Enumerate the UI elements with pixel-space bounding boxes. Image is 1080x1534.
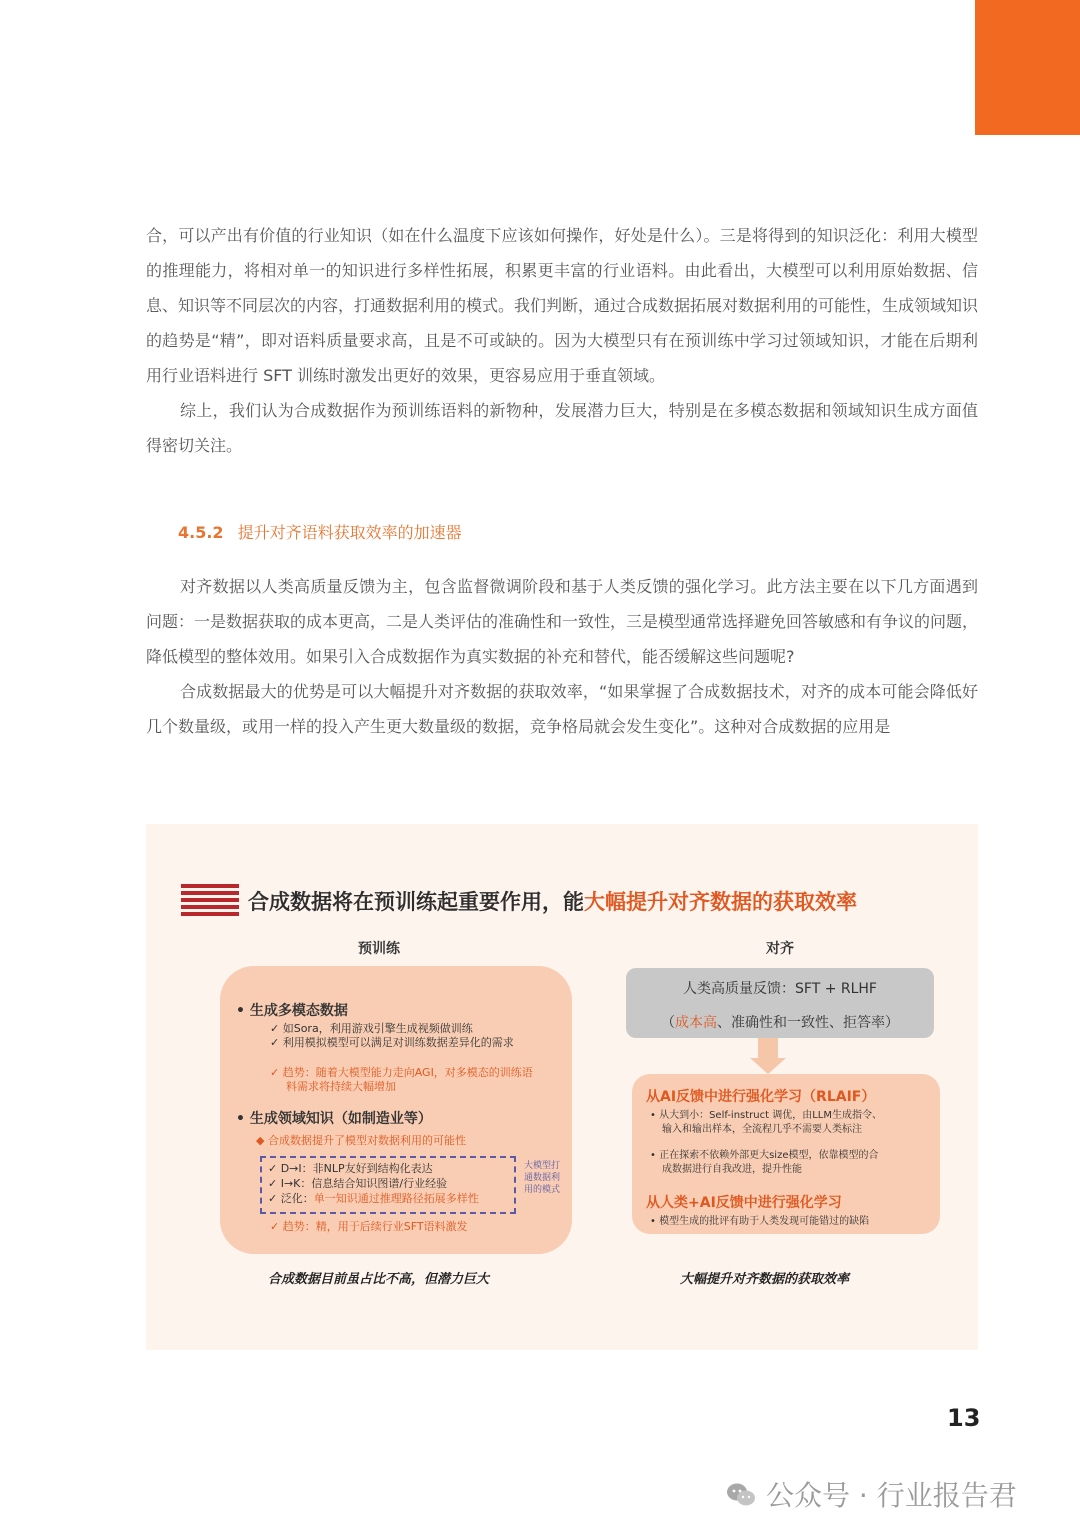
domain-step-2: ✓ I→K：信息结合知识图谱/行业经验 bbox=[268, 1177, 448, 1190]
multimodal-item-1: ✓ 如Sora，利用游戏引擎生成视频做训练 bbox=[270, 1022, 473, 1035]
domain-trend: ✓ 趋势：精，用于后续行业SFT语料激发 bbox=[270, 1220, 468, 1233]
section-heading bbox=[178, 520, 462, 543]
section-title: 提升对齐语料获取效率的加速器 bbox=[237, 523, 462, 542]
corner-accent-block bbox=[975, 0, 1080, 135]
bullet-domain-knowledge: • 生成领域知识（如制造业等） bbox=[236, 1111, 432, 1127]
title-stripes-icon bbox=[181, 884, 239, 918]
pretrain-header: 预训练 bbox=[358, 941, 400, 957]
page-number: 13 bbox=[947, 1404, 981, 1432]
domain-step-1: ✓ D→I：非NLP友好到结构化表达 bbox=[268, 1162, 433, 1175]
multimodal-trend-1: ✓ 趋势：随着大模型能力走向AGI，对多模态的训练语 bbox=[270, 1066, 533, 1079]
body-text-top bbox=[146, 218, 978, 463]
rlaif-point-2b: 成数据进行自我改进，提升性能 bbox=[662, 1164, 802, 1175]
multimodal-trend-2: 料需求将持续大幅增加 bbox=[286, 1080, 396, 1093]
human-feedback-box bbox=[626, 968, 934, 1038]
paragraph-3: 对齐数据以人类高质量反馈为主，包含监督微调阶段和基于人类反馈的强化学习。此方法主要在以下几方面遇到问题：一是数据获取的成本更高，二是人类评估的准确性和一致性，三是模型通常选择避免回答敏感和有争议的问题，降低模型的整体效用。如果引入合成数据作为真实数据的补充和替代，能否缓解这些问题呢? bbox=[146, 577, 979, 666]
domain-side-note: 大模型打通数据利用的模式 bbox=[524, 1161, 561, 1195]
figure-title-highlight: 大幅提升对齐数据的获取效率 bbox=[584, 890, 857, 914]
rlaif-heading: 从AI反馈中进行强化学习（RLAIF） bbox=[646, 1089, 876, 1105]
domain-step-3: ✓ 泛化：单一知识通过推理路径拓展多样性 bbox=[268, 1192, 479, 1205]
multimodal-item-2: ✓ 利用模拟模型可以满足对训练数据差异化的需求 bbox=[270, 1036, 514, 1049]
rlaif-point-1a: • 从大到小：Self-instruct 调优，由LLM生成指令、 bbox=[650, 1110, 883, 1121]
human-feedback-title: 人类高质量反馈：SFT + RLHF bbox=[683, 981, 877, 997]
bullet-multimodal: • 生成多模态数据 bbox=[236, 1003, 348, 1019]
paragraph-4: 合成数据最大的优势是可以大幅提升对齐数据的获取效率，“如果掌握了合成数据技术，对齐的成本可能会降低好几个数量级，或用一样的投入产生更大数量级的数据，竞争格局就会发生变化”。这种对合成数据的应用是 bbox=[146, 682, 978, 736]
section-number: 4.5.2 bbox=[178, 523, 224, 542]
wechat-icon bbox=[726, 1482, 756, 1508]
hybrid-point: • 模型生成的批评有助于人类发现可能错过的缺陷 bbox=[650, 1216, 870, 1227]
hybrid-heading: 从人类+AI反馈中进行强化学习 bbox=[646, 1195, 842, 1211]
watermark-text: 公众号 · 行业报告君 bbox=[766, 1479, 1017, 1512]
figure-title: 合成数据将在预训练起重要作用，能大幅提升对齐数据的获取效率 bbox=[248, 890, 857, 914]
figure-panel bbox=[146, 824, 978, 1350]
rlaif-box bbox=[632, 1074, 940, 1234]
body-text-bottom bbox=[146, 569, 978, 744]
human-feedback-issues: （成本高、准确性和一致性、拒答率） bbox=[661, 1015, 899, 1031]
domain-note: ◆ 合成数据提升了模型对数据利用的可能性 bbox=[256, 1134, 466, 1147]
rlaif-point-2a: • 正在探索不依赖外部更大size模型，依靠模型的合 bbox=[650, 1150, 879, 1161]
rlaif-point-1b: 输入和输出样本，全流程几乎不需要人类标注 bbox=[662, 1124, 862, 1135]
pretrain-box bbox=[220, 966, 572, 1254]
watermark bbox=[726, 1474, 1017, 1514]
paragraph-1: 合，可以产出有价值的行业知识（如在什么温度下应该如何操作，好处是什么）。三是将得到的知识泛化：利用大模型的推理能力，将相对单一的知识进行多样性拓展，积累更丰富的行业语料。由此看出，大模型可以利用原始数据、信息、知识等不同层次的内容，打通数据利用的模式。我们判断，通过合成数据拓展对数据利用的可能性，生成领域知识的趋势是“精”，即对语料质量要求高，且是不可或缺的。因为大模型只有在预训练中学习过领域知识，才能在后期利用行业语料进行 SFT 训练时激发出更好的效果，更容易应用于垂直领域。 bbox=[146, 226, 979, 385]
caption-right: 大幅提升对齐数据的获取效率 bbox=[680, 1272, 850, 1287]
paragraph-2: 综上，我们认为合成数据作为预训练语料的新物种，发展潜力巨大，特别是在多模态数据和领域知识生成方面值得密切关注。 bbox=[146, 401, 978, 455]
caption-left: 合成数据目前虽占比不高，但潜力巨大 bbox=[268, 1272, 490, 1287]
alignment-header: 对齐 bbox=[766, 941, 794, 957]
